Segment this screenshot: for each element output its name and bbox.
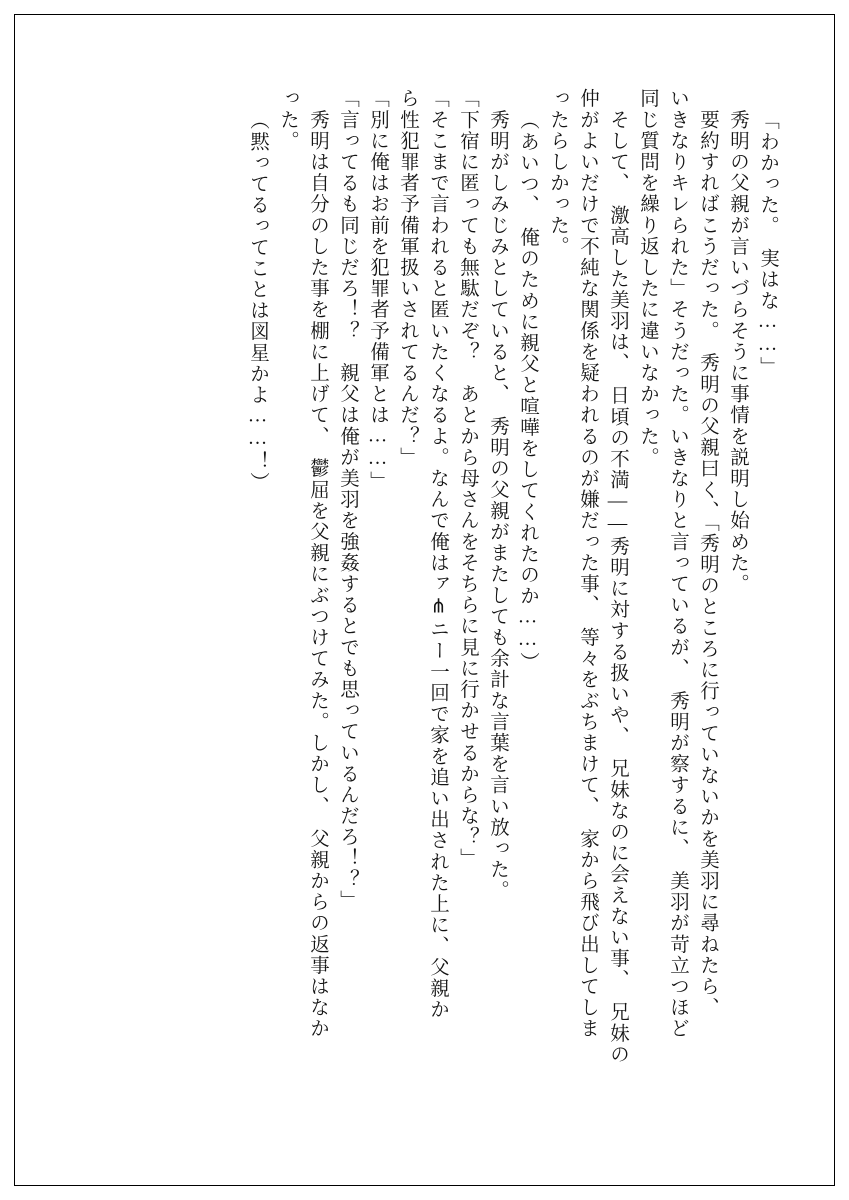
- text-line: 仲がよいだけで不純な関係を疑われるのが嫌だった事、 等々をぶちまけて、 家から飛び出してしま: [577, 88, 598, 1040]
- text-line: いきなりキレられた」そうだった。いきなりと言っているが、 秀明が察するに、 美羽が苛立つほど: [667, 88, 688, 1040]
- text-line: ら性犯罪者予備軍扱いされてるんだ？」: [397, 88, 418, 468]
- text-line: 「言ってるも同じだろ！？ 親父は俺が美羽を強姦するとでも思っているんだろ！？」: [337, 88, 358, 911]
- text-line: 「別に俺はお前を犯罪者予備軍とは……」: [367, 88, 388, 492]
- text-line: そして、 激高した美羽は、 日頃の不満――秀明に対する扱いや、 兄妹なのに会えない事、 兄妹の: [607, 88, 628, 1065]
- text-line: 同じ質問を繰り返したに違いなかった。: [637, 88, 658, 468]
- text-line: 「下宿に匿っても無駄だぞ？ あとから母さんをそちらに見に行かせるからな？」: [457, 88, 478, 869]
- text-line: 「そこまで言われると匿いたくなるよ。なんで俺はァ⋔ニー一回で家を追い出された上に、父親か: [427, 88, 448, 1020]
- text-line: 要約すればこうだった。 秀明の父親曰く、「秀明のところに行っていないかを美羽に尋ねたら、: [697, 88, 718, 1018]
- text-line: 秀明がしみじみとしていると、 秀明の父親がまたしても余計な言葉を言い放った。: [487, 88, 508, 902]
- text-line: 「わかった。 実はな……」: [757, 110, 778, 378]
- text-line: 秀明の父親が言いづらそうに事情を説明し始めた。: [727, 88, 748, 595]
- vertical-text-block: [52, 88, 782, 1118]
- text-line: ったらしかった。: [547, 88, 568, 257]
- text-line: 秀明は自分のした事を棚に上げて、 鬱屈を父親にぶつけてみた。しかし、 父親からの返事はなか: [307, 88, 328, 1040]
- text-line: った。: [277, 88, 298, 152]
- text-line: （黙ってるってことは図星かよ……！）: [247, 110, 268, 493]
- text-line: （あいつ、 俺のために親父と喧嘩をしてくれたのか……）: [517, 110, 538, 673]
